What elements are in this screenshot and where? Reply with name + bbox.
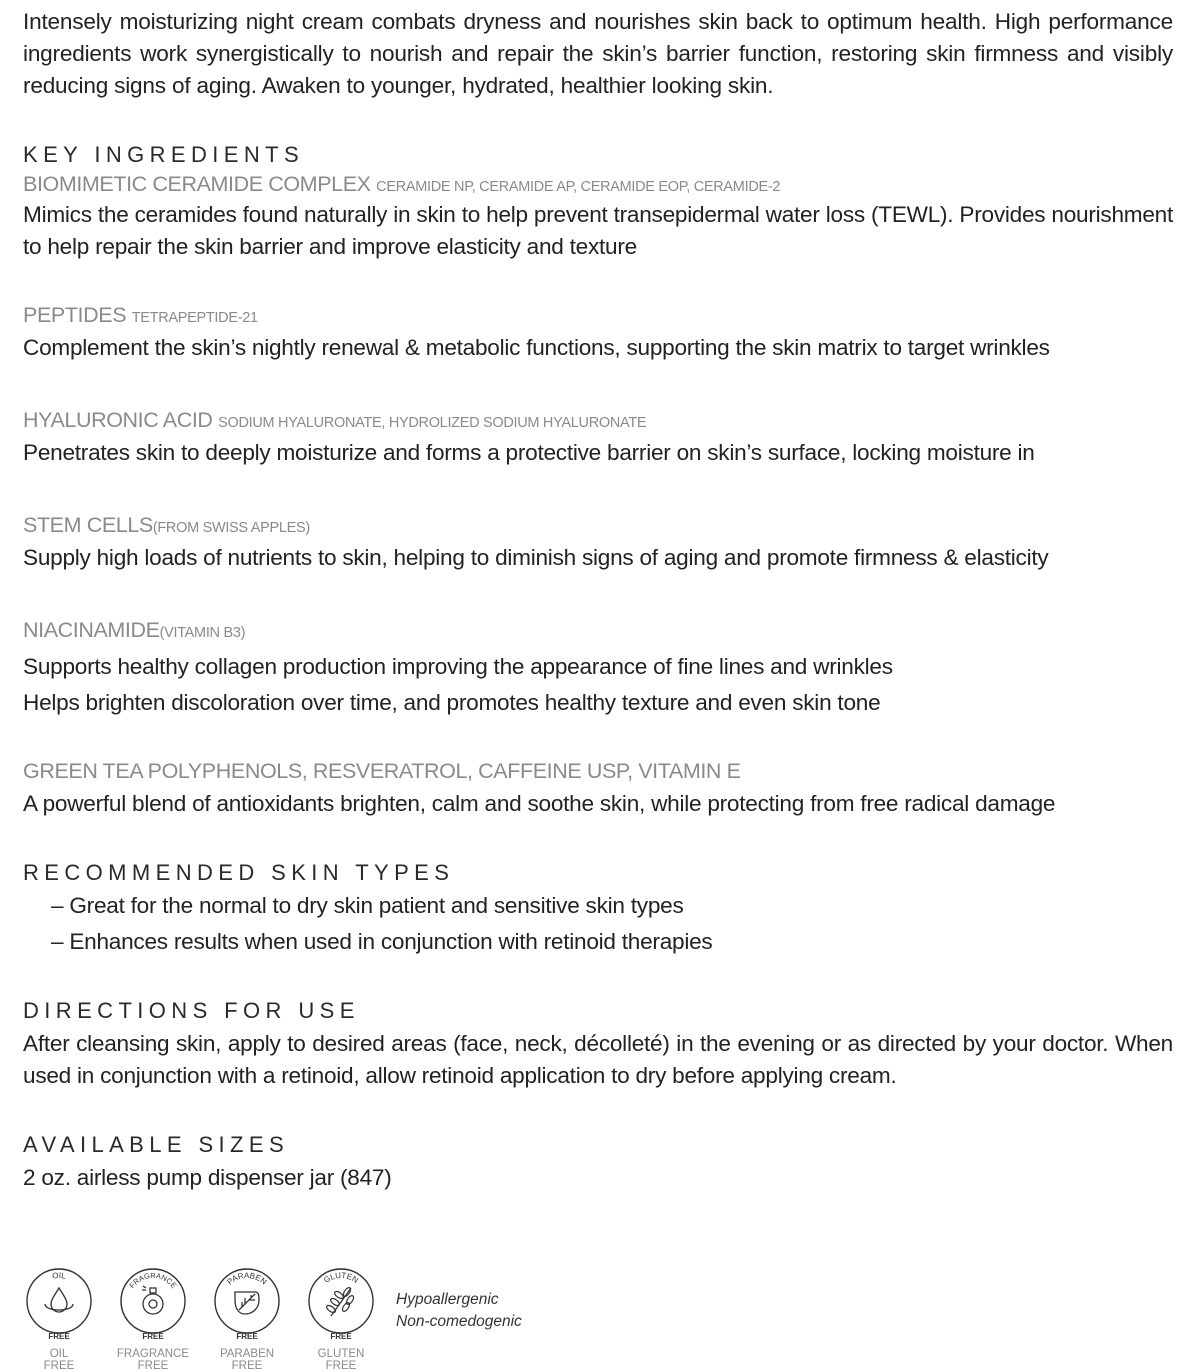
leaf-icon [235,1292,259,1314]
badge-label-line2: FREE [231,1360,263,1372]
wheat-icon [325,1286,354,1316]
gluten-free-badge [305,1262,377,1372]
product-description [23,6,1173,1194]
badge-top-text: PARABEN [225,1270,269,1287]
ingredient-title [23,303,1173,328]
badge-label-line1: GLUTEN [317,1348,365,1360]
free-from-badges [23,1262,623,1372]
ingredient-item [23,618,1173,721]
badge-bottom-text: FREE [48,1332,70,1341]
svg-text:GLUTEN [322,1271,360,1285]
ingredient-name: NIACINAMIDE [23,618,160,642]
intro-paragraph: Intensely moisturizing night cream combats dryness and nourishes skin back to optimum health. High performance ingredients work synergistically to nourish and repair the skin’s barrier function, restoring skin firmness and visibly reducing signs of aging. Awaken to younger, hydrated, healthier looking skin. [23,9,1173,98]
badge-label [291,1348,391,1372]
badge-bottom-text: FREE [236,1332,258,1341]
perfume-bottle-icon [142,1286,163,1314]
oil-free-badge [23,1262,95,1372]
ingredient-description: Supply high loads of nutrients to skin, helping to diminish signs of aging and promote firmness & elasticity [23,545,1049,570]
ingredient-title [23,408,1173,433]
badge-label-line2: FREE [137,1360,169,1372]
ingredient-description: Supports healthy collagen production improving the appearance of fine lines and wrinkles [23,654,893,679]
svg-text:OIL [52,1271,67,1281]
ingredient-item [23,303,1173,364]
product-claims [396,1289,522,1333]
badge-label-line1: FRAGRANCE [116,1348,190,1360]
badge-top-text: OIL [51,1270,67,1281]
badge-label [103,1348,203,1372]
skin-types-list [23,888,1173,960]
list-item: – Enhances results when used in conjunction with retinoid therapies [51,929,713,954]
badge-label [9,1348,109,1372]
list-item: – Great for the normal to dry skin patient and sensitive skin types [51,893,684,918]
directions-heading: DIRECTIONS FOR USE [23,998,360,1023]
sizes-text: 2 oz. airless pump dispenser jar (847) [23,1165,392,1190]
ingredient-description: Penetrates skin to deeply moisturize and forms a protective barrier on skin’s surface, locking moisture in [23,440,1035,465]
sizes-heading: AVAILABLE SIZES [23,1132,290,1157]
ingredient-item [23,513,1173,574]
badge-label-line1: OIL [49,1348,69,1360]
ingredient-description-2: Helps brighten discoloration over time, and promotes healthy texture and even skin tone [23,690,881,715]
ingredient-title [23,759,1173,784]
ingredient-subtitle: SODIUM HYALURONATE, HYDROLIZED SODIUM HYALURONATE [218,415,647,431]
ingredient-name: HYALURONIC ACID [23,408,213,432]
ingredient-subtitle: CERAMIDE NP, CERAMIDE AP, CERAMIDE EOP, CERAMIDE-2 [376,179,781,195]
badge-label-line1: PARABEN [219,1348,275,1360]
paraben-free-badge [211,1262,283,1372]
badge-label-line2: FREE [325,1360,357,1372]
ingredient-title [23,172,1173,197]
fragrance-free-badge [117,1262,189,1372]
ingredient-title [23,618,1173,643]
ingredient-name: STEM CELLS [23,513,153,537]
ingredient-name: PEPTIDES [23,303,127,327]
ingredient-name: GREEN TEA POLYPHENOLS, RESVERATROL, CAFFEINE USP, VITAMIN E [23,759,741,783]
ingredient-name: BIOMIMETIC CERAMIDE COMPLEX [23,172,371,196]
badge-label [197,1348,297,1372]
skin-types-heading: RECOMMENDED SKIN TYPES [23,860,455,885]
ingredient-description: Complement the skin’s nightly renewal & metabolic functions, supporting the skin matrix to target wrinkles [23,335,1050,360]
ingredient-item [23,172,1173,263]
ingredient-subtitle: (VITAMIN B3) [159,625,246,641]
claim-non-comedogenic: Non-comedogenic [396,1313,522,1330]
oil-drop-icon [45,1288,73,1312]
ingredient-item [23,759,1173,820]
ingredient-description: A powerful blend of antioxidants brighten, calm and soothe skin, while protecting from free radical damage [23,791,1056,816]
key-ingredients-heading: KEY INGREDIENTS [23,142,305,167]
claim-hypoallergenic: Hypoallergenic [396,1291,499,1308]
badge-bottom-text: FREE [142,1332,164,1341]
ingredient-item [23,408,1173,469]
directions-text: After cleansing skin, apply to desired areas (face, neck, décolleté) in the evening or as directed by your doctor. When used in conjunction with a retinoid, allow retinoid application to dry before applying cream. [23,1031,1173,1088]
badge-top-text: GLUTEN [322,1270,360,1285]
ingredient-title [23,513,1173,538]
ingredient-subtitle: TETRAPEPTIDE-21 [131,310,258,326]
ingredient-subtitle: (FROM SWISS APPLES) [152,520,310,536]
badge-bottom-text: FREE [330,1332,352,1341]
ingredient-description: Mimics the ceramides found naturally in skin to help prevent transepidermal water loss (TEWL). Provides nourishment to help repair the skin barrier and improve elasticity and texture [23,202,1173,259]
badge-label-line2: FREE [43,1360,75,1372]
badge-top-text: FRAGRANCE [127,1271,179,1291]
